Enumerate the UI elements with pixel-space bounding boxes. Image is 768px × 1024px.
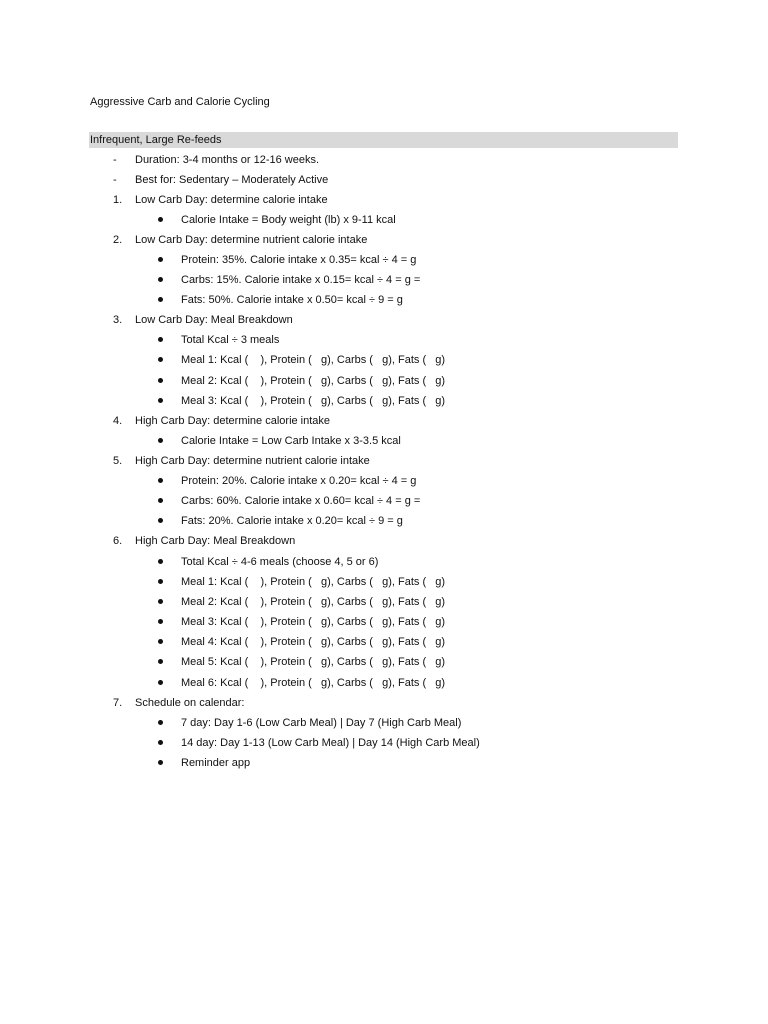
- bullet-icon: [158, 498, 163, 503]
- bullet-text: Reminder app: [181, 757, 251, 769]
- bullet-icon: [158, 740, 163, 745]
- bullet-icon: [158, 599, 163, 604]
- bullet-text: Carbs: 60%. Calorie intake x 0.60= kcal ÷ 4 = g =: [181, 495, 421, 507]
- bullet-text: Meal 1: Kcal ( ), Protein ( g), Carbs ( g), Fats ( g): [181, 354, 446, 366]
- bullet-text: Meal 4: Kcal ( ), Protein ( g), Carbs ( g), Fats ( g): [181, 636, 446, 648]
- bullet-icon: [158, 478, 163, 483]
- bullet-icon: [158, 337, 163, 342]
- step-number: 3.: [113, 314, 123, 326]
- bullet-icon: [158, 680, 163, 685]
- section-heading: Infrequent, Large Re-feeds: [90, 134, 222, 146]
- bullet-text: 7 day: Day 1-6 (Low Carb Meal) | Day 7 (High Carb Meal): [181, 717, 462, 729]
- bullet-icon: [158, 378, 163, 383]
- step-number: 2.: [113, 234, 123, 246]
- bullet-icon: [158, 720, 163, 725]
- bullet-icon: [158, 659, 163, 664]
- step-label: High Carb Day: determine nutrient calorie intake: [135, 455, 370, 467]
- bullet-icon: [158, 619, 163, 624]
- step-label: Low Carb Day: determine nutrient calorie intake: [135, 234, 368, 246]
- bullet-text: Meal 2: Kcal ( ), Protein ( g), Carbs ( g), Fats ( g): [181, 375, 446, 387]
- bullet-icon: [158, 217, 163, 222]
- step-label: Low Carb Day: Meal Breakdown: [135, 314, 293, 326]
- bullet-icon: [158, 760, 163, 765]
- bullet-icon: [158, 639, 163, 644]
- bullet-text: Total Kcal ÷ 3 meals: [181, 334, 280, 346]
- bullet-icon: [158, 398, 163, 403]
- bullet-text: Calorie Intake = Low Carb Intake x 3-3.5 kcal: [181, 435, 401, 447]
- intro-item-text: Best for: Sedentary – Moderately Active: [135, 174, 329, 186]
- step-label: High Carb Day: Meal Breakdown: [135, 535, 296, 547]
- bullet-text: Carbs: 15%. Calorie intake x 0.15= kcal ÷ 4 = g =: [181, 274, 421, 286]
- bullet-text: Fats: 50%. Calorie intake x 0.50= kcal ÷ 9 = g: [181, 294, 403, 306]
- bullet-icon: [158, 277, 163, 282]
- step-number: 1.: [113, 194, 123, 206]
- bullet-text: Meal 3: Kcal ( ), Protein ( g), Carbs ( g), Fats ( g): [181, 395, 446, 407]
- document-title: Aggressive Carb and Calorie Cycling: [90, 96, 270, 108]
- bullet-text: Meal 3: Kcal ( ), Protein ( g), Carbs ( g), Fats ( g): [181, 616, 446, 628]
- step-label: Low Carb Day: determine calorie intake: [135, 194, 328, 206]
- step-number: 7.: [113, 697, 123, 709]
- dash-marker: -: [113, 174, 117, 186]
- step-number: 5.: [113, 455, 123, 467]
- bullet-text: Fats: 20%. Calorie intake x 0.20= kcal ÷ 9 = g: [181, 515, 403, 527]
- bullet-icon: [158, 297, 163, 302]
- bullet-text: 14 day: Day 1-13 (Low Carb Meal) | Day 14 (High Carb Meal): [181, 737, 480, 749]
- intro-item-text: Duration: 3-4 months or 12-16 weeks.: [135, 154, 320, 166]
- bullet-text: Protein: 20%. Calorie intake x 0.20= kcal ÷ 4 = g: [181, 475, 417, 487]
- bullet-text: Calorie Intake = Body weight (lb) x 9-11 kcal: [181, 214, 396, 226]
- bullet-text: Meal 6: Kcal ( ), Protein ( g), Carbs ( g), Fats ( g): [181, 677, 446, 689]
- bullet-text: Total Kcal ÷ 4-6 meals (choose 4, 5 or 6): [181, 556, 379, 568]
- bullet-icon: [158, 438, 163, 443]
- bullet-text: Meal 1: Kcal ( ), Protein ( g), Carbs ( g), Fats ( g): [181, 576, 446, 588]
- bullet-text: Protein: 35%. Calorie intake x 0.35= kcal ÷ 4 = g: [181, 254, 417, 266]
- step-number: 6.: [113, 535, 123, 547]
- step-label: High Carb Day: determine calorie intake: [135, 415, 331, 427]
- bullet-icon: [158, 559, 163, 564]
- bullet-icon: [158, 579, 163, 584]
- bullet-icon: [158, 357, 163, 362]
- bullet-text: Meal 5: Kcal ( ), Protein ( g), Carbs ( g), Fats ( g): [181, 656, 446, 668]
- dash-marker: -: [113, 154, 117, 166]
- bullet-icon: [158, 518, 163, 523]
- step-number: 4.: [113, 415, 123, 427]
- bullet-text: Meal 2: Kcal ( ), Protein ( g), Carbs ( g), Fats ( g): [181, 596, 446, 608]
- bullet-icon: [158, 257, 163, 262]
- step-label: Schedule on calendar:: [135, 697, 245, 709]
